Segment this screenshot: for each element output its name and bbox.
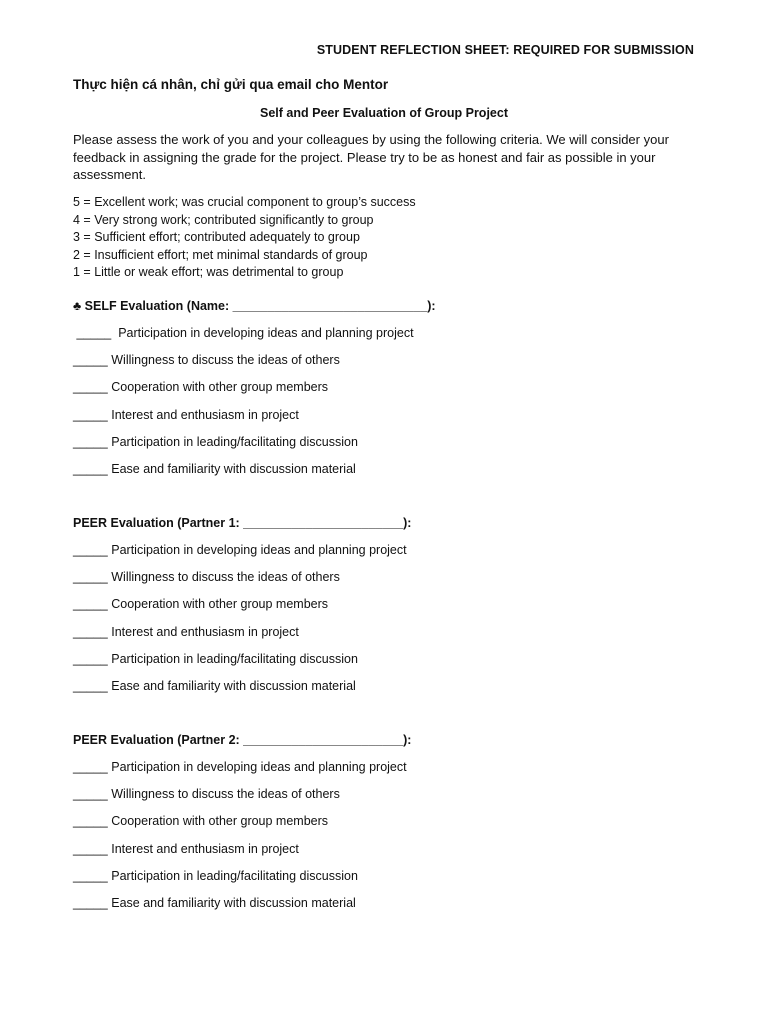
criterion-row — [73, 380, 436, 407]
criterion-label: Participation in developing ideas and planning project — [111, 543, 407, 557]
criterion-label: Participation in leading/facilitating discussion — [111, 434, 358, 449]
score-blank[interactable]: _____ — [73, 570, 108, 585]
rating-scale — [73, 194, 416, 282]
score-blank[interactable]: _____ — [73, 895, 108, 910]
score-blank[interactable]: _____ — [73, 814, 108, 829]
criterion-label: Willingness to discuss the ideas of others — [111, 570, 340, 585]
criterion-row — [73, 408, 436, 435]
criterion-row — [73, 353, 436, 380]
submission-note: Thực hiện cá nhân, chỉ gửi qua email cho Mentor — [73, 77, 389, 92]
score-blank[interactable]: _____ — [73, 407, 108, 422]
criterion-label: Participation in developing ideas and planning project — [111, 760, 407, 774]
peer-evaluation-partner-2-section — [73, 733, 411, 923]
criterion-label: Ease and familiarity with discussion material — [111, 895, 356, 910]
criterion-label: Willingness to discuss the ideas of others — [111, 787, 340, 802]
score-blank[interactable]: _____ — [73, 624, 108, 639]
score-blank[interactable]: _____ — [73, 760, 108, 774]
criterion-label: Cooperation with other group members — [111, 597, 329, 612]
criterion-label: Participation in leading/facilitating discussion — [111, 651, 358, 666]
criterion-label: Interest and enthusiasm in project — [111, 624, 299, 639]
criterion-row — [73, 679, 411, 706]
self-evaluation-section — [73, 299, 436, 489]
criterion-label: Interest and enthusiasm in project — [111, 407, 299, 422]
criterion-label: Participation in developing ideas and planning project — [118, 326, 414, 340]
peer-evaluation-partner-2-heading: PEER Evaluation (Partner 2: _______________________): — [73, 733, 412, 747]
scale-item: 3 = Sufficient effort; contributed adequately to group — [73, 230, 360, 244]
score-blank[interactable]: _____ — [73, 543, 108, 557]
sheet-header: STUDENT REFLECTION SHEET: REQUIRED FOR SUBMISSION — [316, 43, 694, 57]
score-blank[interactable]: _____ — [76, 326, 112, 340]
score-blank[interactable]: _____ — [73, 597, 108, 612]
criterion-label: Ease and familiarity with discussion material — [111, 461, 356, 476]
score-blank[interactable]: _____ — [73, 868, 108, 883]
score-blank[interactable]: _____ — [73, 461, 108, 476]
criterion-row — [73, 814, 411, 841]
criterion-row — [73, 625, 411, 652]
criterion-row — [73, 652, 411, 679]
criterion-row — [73, 842, 411, 869]
criterion-row — [73, 462, 436, 489]
criterion-label: Cooperation with other group members — [111, 380, 329, 395]
criterion-row — [73, 543, 411, 570]
criterion-label: Participation in leading/facilitating discussion — [111, 868, 358, 883]
peer-evaluation-partner-1-section — [73, 516, 411, 706]
score-blank[interactable]: _____ — [73, 841, 108, 856]
score-blank[interactable]: _____ — [73, 380, 108, 395]
criterion-row — [73, 896, 411, 923]
criterion-label: Cooperation with other group members — [111, 814, 329, 829]
criterion-row — [73, 787, 411, 814]
criterion-label: Ease and familiarity with discussion material — [111, 678, 356, 693]
criterion-label: Willingness to discuss the ideas of others — [111, 353, 340, 368]
criterion-label: Interest and enthusiasm in project — [111, 841, 299, 856]
score-blank[interactable]: _____ — [73, 651, 108, 666]
peer-evaluation-partner-1-heading: PEER Evaluation (Partner 1: _______________________): — [73, 516, 412, 530]
self-evaluation-heading: ♣ SELF Evaluation (Name: ____________________________): — [73, 299, 436, 313]
score-blank[interactable]: _____ — [73, 434, 108, 449]
instructions-paragraph: Please assess the work of you and your colleagues by using the following criteria. We will consider your feedback in assigning the grade for the project. Please try to be as honest and fair as possible in your assessment. — [73, 132, 669, 182]
scale-item: 4 = Very strong work; contributed significantly to group — [73, 212, 374, 227]
criterion-row — [73, 435, 436, 462]
scale-item: 1 = Little or weak effort; was detrimental to group — [73, 265, 344, 279]
score-blank[interactable]: _____ — [73, 678, 108, 693]
scale-item: 5 = Excellent work; was crucial component to group’s success — [73, 195, 416, 209]
criterion-row — [73, 760, 411, 787]
criterion-row — [73, 869, 411, 896]
criterion-row — [73, 597, 411, 624]
document-title: Self and Peer Evaluation of Group Project — [260, 106, 508, 120]
criterion-row — [73, 326, 436, 353]
score-blank[interactable]: _____ — [73, 787, 108, 802]
criterion-row — [73, 570, 411, 597]
score-blank[interactable]: _____ — [73, 353, 108, 368]
scale-item: 2 = Insufficient effort; met minimal standards of group — [73, 247, 368, 262]
